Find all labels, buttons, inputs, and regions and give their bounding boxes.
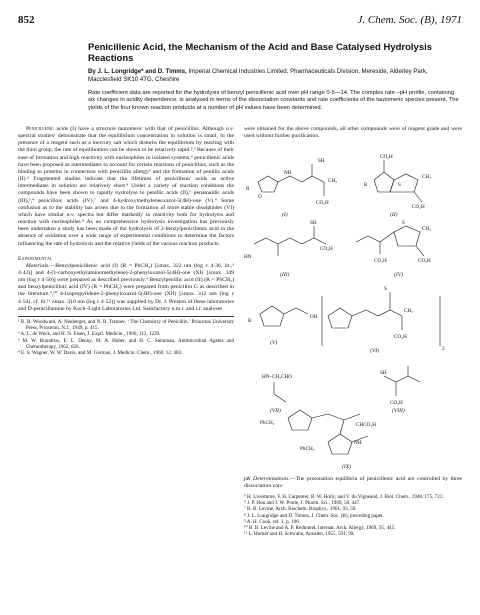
chemical-structures-figure xyxy=(244,146,462,472)
label-III: (III) xyxy=(280,272,290,278)
pk-body: —The protonation equilibria of penicillenic acid are controlled by three dissociation con- xyxy=(244,476,462,490)
struct-hn: HN xyxy=(244,254,252,260)
struct-co2h-8: CO₂H xyxy=(390,400,403,406)
label-II: (II) xyxy=(390,212,398,218)
footnote: ² A. L. de Weck, and H. N. Eisen, J. Exptl. Medicin., 1960, 112, 1229. xyxy=(18,331,161,338)
struct-hnchcho: HN–CH₂CHO xyxy=(262,374,293,380)
intro-paragraph xyxy=(18,126,234,248)
structure-VII xyxy=(274,382,286,402)
struct-r-3: R xyxy=(248,318,252,324)
label-VI: (VI) xyxy=(370,348,380,354)
label-IX: (IX) xyxy=(342,464,352,470)
structure-I xyxy=(258,164,324,196)
structure-VIII xyxy=(384,366,420,396)
struct-co2h-4: CO₂H xyxy=(320,246,333,252)
page-number: 852 xyxy=(18,14,35,26)
footnotes-left xyxy=(18,316,234,356)
structure-V xyxy=(260,306,308,326)
struct-o: O xyxy=(258,194,262,200)
footnote: ³ M. W. Brandriss, E. L. Denny, M. A. Huber, and H. C. Steinman, Antimicrobial Agents and Chemotherapy, 1962, 626. xyxy=(18,337,234,350)
struct-r-2: R xyxy=(364,182,368,188)
struct-chco2h: CHCO₂H xyxy=(356,422,376,428)
struct-me-4: CH₃ xyxy=(404,308,414,314)
structure-II xyxy=(374,160,422,202)
structure-schemes xyxy=(244,146,462,472)
struct-sh-3: SH xyxy=(380,370,387,376)
materials-lead: Materials. xyxy=(26,262,50,269)
pk-lead: pK Determinations. xyxy=(244,476,290,482)
page-header xyxy=(18,14,462,32)
footnote: ⁶ J. P. Hou and J. W. Poole, J. Pharm. Sci., 1969, 58, 447. xyxy=(244,500,361,507)
footnote: ⁸ J. L. Longridge and D. Timms, J. Chem. Soc. (B), preceding paper. xyxy=(244,512,384,519)
abstract: Rate coefficient data are reported for the hydrolysis of benzyl penicillenic acid over pH range 0·5—14. The complex rate –pH profile, containing six changes in acidity dependence, is analysed in terms of the dissociation constants and rate coefficients of the tautomeric species present. The yields of the four known reaction products at a number of pH values have been determined. xyxy=(88,90,459,111)
struct-nh-2: NH xyxy=(354,440,362,446)
struct-s-2: S xyxy=(402,220,405,226)
footnote: ⁵ H. Livermore, F. H. Carpenter, R. W. Holly, and V. du Vigneaud, J. Biol. Chem., 1948, 175, 721. xyxy=(244,494,444,500)
struct-oh: OH xyxy=(310,314,318,320)
footnote: ¹ R. B. Woodward, A. Neuberger, and N. R. Trenner, ‘ The Chemistry of Penicillin,’ Princeton University Press, Princeton, N.J., 1949, p. 415. xyxy=(18,318,234,332)
struct-phch2-2: PhCH₂ xyxy=(300,446,315,452)
footnote: ⁴ E. S. Wagner, W. W. Davis, and M. Gorman, J. Medicin. Chem., 1969, 12, 483. xyxy=(18,349,183,356)
label-V: (V) xyxy=(270,340,278,346)
structure-III xyxy=(254,226,326,256)
struct-phch2: PhCH₂ xyxy=(260,420,275,426)
footnote: ⁹ A. H. Cook, ref. 1, p. 106. xyxy=(244,518,301,525)
author-names: By J. L. Longridge* and D. Timms, xyxy=(88,68,187,75)
materials-body: —Benzylpenicillenic acid (I) (R = PhCH₂) [λmax. 322 nm (log ε 4·36, lit.,¹ 4·42)] and 4-(1-carboxyethylaminomethylene)-2-phenyloxazol-5(4H)-one (XI) [λmax. 349 nm (log ε 4·50)] were prepared as described previously.⁴ Benzylpenillic acid (II) (R = PhCH₂) and benzylpenicilloic acid (IV) (R = PhCH₂) were prepared from penicillin G as described in the literature.⁹,¹⁰ 4-Isopropylidene-2-phenyloxazol-5(4H)-one (XII) [λmax. 312 nm (log ε 4·54), cf. lit.¹¹ λmax. 310 nm (log ε 4·52)] was supplied by Dr. J. Preston of these laboratories and D-penicillamine by Koch–Light Laboratories Ltd. Satisfactory n.m.r. and i.r. analyses xyxy=(18,262,234,312)
pk-determinations-paragraph xyxy=(244,476,462,490)
author-affiliation: Imperial Chemical Industries Limited, Pharmaceuticals Division, Mereside, Alderley Park, Macclesfield SK10 4TG, Cheshire xyxy=(88,68,428,83)
struct-s-3: S xyxy=(384,286,387,292)
struct-sub2: 2 xyxy=(442,346,445,352)
struct-co2h-3: CO₂H xyxy=(412,204,425,210)
struct-me: CH₃ xyxy=(328,178,338,184)
struct-co2h-2: CO₂H xyxy=(380,154,393,160)
footnotes-right xyxy=(244,494,462,537)
struct-me-3: CH₃ xyxy=(422,226,432,232)
struct-co2h-7: CO₂H xyxy=(394,334,407,340)
structure-IV xyxy=(356,226,424,256)
struct-me-2: CH₃ xyxy=(422,174,432,180)
footnote: ¹⁰ B. B. Levine and A. P. Redmond, Internat. Arch. Allergy, 1969, 35, 445. xyxy=(244,525,396,532)
structure-VI xyxy=(322,292,440,346)
struct-sh-2: SH xyxy=(310,220,317,226)
struct-co2h-6: CO₂H xyxy=(418,258,431,264)
footnote: ¹¹ L. Horner and H. Schwahn, Annalen, 1955, 591, 99. xyxy=(244,531,355,538)
section-heading-experimental: Experimental xyxy=(18,255,53,262)
intro-lead: Penicillenic xyxy=(26,126,55,132)
footnote: ⁷ B. B. Levine, Arch. Biochem. Biophys., 1961, 93, 50. xyxy=(244,506,357,513)
label-I: (I) xyxy=(282,212,288,218)
struct-co2h-5: CO₂H xyxy=(374,258,387,264)
right-column-intro xyxy=(244,126,462,140)
struct-r: R xyxy=(246,186,250,192)
struct-nh: NH xyxy=(284,170,292,176)
article-title: Penicillenic Acid, the Mechanism of the Acid and Base Catalysed Hydrolysis Reactions xyxy=(88,42,433,64)
label-VII: (VII) xyxy=(270,408,281,414)
materials-paragraph xyxy=(18,263,234,313)
struct-co2h: CO₂H xyxy=(316,200,329,206)
journal-citation: J. Chem. Soc. (B), 1971 xyxy=(357,14,462,26)
right-intro-paragraph: were obtained for the above compounds, all other compounds were of reagent grade and were used without further purification. xyxy=(244,126,462,140)
author-block xyxy=(88,68,460,84)
label-IV: (IV) xyxy=(394,272,404,278)
intro-body: acids (I) have a structure tautomeric with that of penicillins. Although u.v. spectral studies¹ demonstrate that the equilibrium concentration in solution is small, in the presence of a reagent such as a mercury salt which disturbs the equilibrium by reacting with the thiol group, the rate of equilibration can be shown to be relatively rapid.²,³ Because of their ease of formation and high reactivity with nucleophiles in isolated systems,⁴ penicillenic acids have been proposed as intermediates to account for certain reactions of penicillins, such as the binding to proteins in connection with penicillin allergy⁵ and the formation of penillic acids (II).⁶ Fragmented studies indicate that the lifetimes of penicillenic acids as active intermediates in solution are relatively short.⁴ Under a variety of reaction conditions the compounds have been shown to rapidly hydrolyse to penillic acids (II),⁶ penamaldic acids (III),³,⁴ penicilloic acids (IV),⁷ and 4-hydroxymethyleneoxazol-5(4H)-one (V).⁴ Some confusion as to the stability has arisen due to the formation of more stable disulphides (VI) which have similar u.v. spectra but differ markedly in reactivity both for hydrolysis and reaction with nucleophiles.⁸ As no comprehensive hydrolysis investigation has previously been undertaken a study has been made of the hydrolysis of 2-benzylpenicillenic acid in the absence of oxidation over a wide range of experimental conditions to determine the factors influencing the rate of hydrolysis and the relative yields of the various reaction products. xyxy=(18,126,234,247)
label-VIII: (VIII) xyxy=(392,408,405,414)
left-column xyxy=(18,126,234,356)
struct-sh: SH xyxy=(318,158,325,164)
struct-s: S xyxy=(398,182,401,188)
